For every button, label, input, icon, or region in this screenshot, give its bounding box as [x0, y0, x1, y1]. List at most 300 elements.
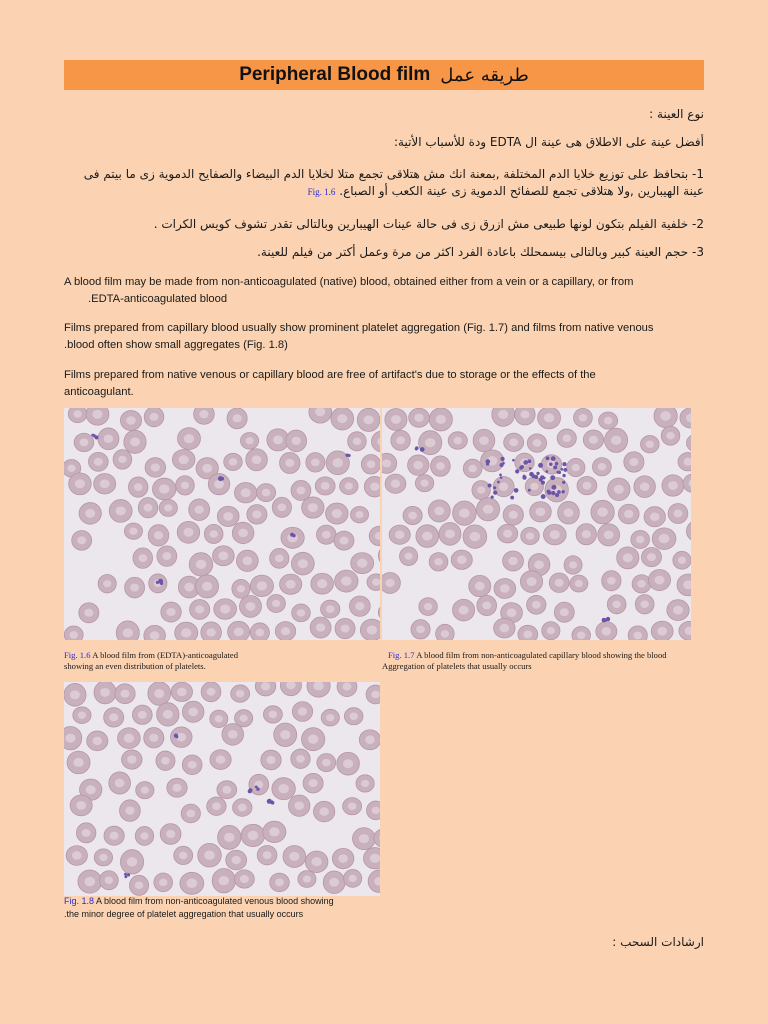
red-blood-cell-pallor	[181, 482, 189, 489]
platelet	[562, 462, 566, 466]
red-blood-cell-pallor	[127, 755, 136, 763]
red-blood-cell-pallor	[289, 852, 299, 861]
red-blood-cell-pallor	[311, 459, 320, 467]
red-blood-cell-pallor	[536, 507, 546, 516]
red-blood-cell-pallor	[500, 584, 510, 593]
red-blood-cell-pallor	[550, 530, 560, 539]
red-blood-cell-pallor	[332, 509, 342, 518]
red-blood-cell-pallor	[179, 455, 189, 464]
platelet	[420, 447, 425, 452]
red-blood-cell-pallor	[337, 414, 347, 423]
red-blood-cell-pallor	[604, 417, 613, 425]
red-blood-cell-pallor	[436, 462, 445, 470]
red-blood-cell-pallor	[67, 465, 75, 472]
red-blood-cell-pallor	[166, 608, 175, 616]
red-blood-cell-pallor	[93, 737, 103, 745]
red-blood-cell-pallor	[575, 580, 583, 587]
platelet	[555, 462, 559, 466]
red-blood-cell-pallor	[359, 834, 369, 843]
red-blood-cell-pallor	[322, 531, 331, 539]
red-blood-cell-pallor	[678, 557, 686, 564]
platelet	[493, 491, 497, 495]
red-blood-cell-pallor	[424, 603, 432, 610]
red-blood-cell-pallor	[468, 465, 476, 472]
red-blood-cell-pallor	[308, 735, 318, 744]
red-blood-cell-pallor	[172, 784, 181, 792]
red-blood-cell-pallor	[503, 530, 512, 538]
platelet	[546, 470, 549, 473]
red-blood-cell-pallor	[179, 852, 188, 860]
red-blood-cell-pallor	[382, 459, 391, 467]
red-blood-cell-pallor	[640, 601, 648, 608]
platelet	[486, 459, 491, 464]
red-blood-cell-pallor	[391, 415, 401, 424]
red-blood-cell-pallor	[498, 410, 508, 419]
red-blood-cell-pallor	[194, 505, 203, 513]
red-blood-cell-pallor	[577, 632, 585, 639]
paragraph-1-line-1: A blood film may be made from non-anticoagulated (native) blood, obtained either from a vein or a capillary, or from	[64, 276, 634, 288]
red-blood-cell-pallor	[343, 759, 353, 768]
platelet	[551, 485, 556, 490]
red-blood-cell-pallor	[130, 584, 139, 592]
red-blood-cell-pallor	[370, 854, 380, 863]
red-blood-cell-pallor	[159, 484, 170, 493]
red-blood-cell-pallor	[150, 413, 159, 421]
red-blood-cell-pallor	[526, 532, 534, 539]
red-blood-cell-pallor	[161, 757, 170, 765]
red-blood-cell-pallor	[214, 480, 224, 489]
red-blood-cell-pallor	[78, 712, 86, 719]
red-blood-cell-pallor	[614, 485, 624, 494]
red-blood-cell-pallor	[349, 875, 357, 882]
platelet	[514, 488, 519, 493]
platelet	[124, 875, 127, 878]
red-blood-cell-pallor	[281, 627, 290, 635]
red-blood-cell-pallor	[220, 604, 230, 613]
red-blood-cell-pallor	[237, 585, 245, 592]
paragraph-2	[64, 320, 704, 354]
red-blood-cell	[374, 829, 380, 847]
red-blood-cell-pallor	[252, 455, 262, 464]
red-blood-cell-pallor	[572, 464, 580, 471]
red-blood-cell-pallor	[530, 483, 538, 490]
platelet	[541, 481, 545, 485]
red-blood-cell-pallor	[434, 558, 442, 565]
red-blood-cell-pallor	[240, 875, 249, 883]
red-blood-cell-pallor	[367, 460, 376, 468]
platelet	[557, 490, 561, 494]
red-blood-cell-pallor	[245, 437, 253, 444]
red-blood-cell-pallor	[65, 734, 75, 743]
red-blood-cell-pallor	[372, 578, 380, 585]
platelet	[497, 481, 500, 484]
red-blood-cell-pallor	[163, 710, 173, 719]
caption-fig-1-7-number: Fig. 1.7	[388, 650, 415, 660]
red-blood-cell-pallor	[637, 580, 646, 588]
red-blood-cell-pallor	[218, 551, 228, 560]
red-blood-cell-pallor	[186, 879, 197, 889]
red-blood-cell-pallor	[206, 628, 215, 636]
red-blood-cell-pallor	[135, 882, 144, 890]
red-blood-cell-pallor	[647, 553, 656, 561]
red-blood-cell-pallor	[212, 802, 221, 810]
paragraph-1-line-2: .EDTA-anticoagulated blood	[88, 293, 228, 305]
platelet	[523, 460, 528, 465]
red-blood-cell-pallor	[582, 482, 591, 490]
red-blood-cell-pallor	[441, 630, 449, 637]
red-blood-cell-pallor	[184, 434, 194, 443]
red-blood-cell-pallor	[666, 432, 674, 439]
platelet	[602, 619, 606, 623]
platelet	[248, 789, 252, 793]
red-blood-cell-pallor	[130, 437, 140, 446]
platelet	[561, 468, 564, 471]
red-blood-cell-pallor	[602, 627, 611, 635]
red-blood-cell-pallor	[482, 602, 491, 610]
red-blood-cell-pallor	[199, 410, 208, 418]
red-blood-cell-pallor	[269, 711, 278, 719]
platelet	[561, 490, 564, 493]
red-blood-cell-pallor	[338, 854, 348, 863]
red-blood-cell-pallor	[534, 560, 544, 569]
platelet	[491, 496, 494, 499]
platelet	[510, 496, 514, 500]
red-blood-cell-pallor	[70, 690, 80, 699]
platelet	[551, 456, 556, 461]
red-blood-cell-pallor	[241, 488, 251, 497]
red-blood-cell-pallor	[326, 605, 335, 613]
red-blood-cell-pallor	[499, 624, 509, 633]
red-blood-cell-pallor	[367, 625, 377, 634]
platelet	[523, 475, 526, 478]
red-blood-cell-pallor	[416, 625, 425, 633]
platelet	[563, 468, 567, 472]
red-blood-cell-pallor	[84, 609, 93, 617]
platelet	[271, 801, 274, 804]
red-blood-cell-pallor	[104, 435, 113, 443]
red-blood-cell-pallor	[348, 802, 357, 810]
red-blood-cell-pallor	[319, 807, 329, 816]
red-blood-cell-pallor	[470, 532, 481, 541]
red-blood-cell-pallor	[256, 629, 265, 637]
red-blood-cell-pallor	[246, 602, 256, 611]
platelet	[500, 477, 502, 479]
red-blood-cell-pallor	[365, 735, 375, 744]
red-blood-cell-pallor	[317, 579, 327, 588]
red-blood-cell-pallor	[257, 581, 267, 590]
red-blood-cell-pallor	[633, 632, 642, 640]
red-blood-cell-pallor	[668, 481, 678, 490]
red-blood-cell	[378, 544, 380, 567]
red-blood-cell-pallor	[149, 734, 158, 742]
red-blood-cell-pallor	[166, 830, 175, 838]
caption-fig-1-8: Fig. 1.8 A blood film from non-anticoagulated venous blood showing .the minor degree of platelet aggregation that usually occurs	[64, 896, 334, 919]
red-blood-cell-pallor	[298, 559, 308, 568]
red-blood-cell-pallor	[329, 878, 339, 887]
platelet	[268, 799, 271, 802]
red-blood-cell-pallor	[298, 707, 307, 715]
platelet	[528, 489, 531, 492]
figure-reference: Fig. 1.6	[307, 187, 336, 197]
red-blood-cell-pallor	[562, 434, 571, 442]
red-blood-cell-pallor	[339, 537, 348, 545]
platelet	[500, 457, 504, 461]
red-blood-cell-pallor	[303, 875, 311, 882]
platelet	[218, 476, 223, 481]
red-blood-cell-pallor	[544, 413, 554, 422]
point-1-text: 1- بتحافظ على توزيع خلايا الدم المختلفة ,بمعنة انك مش هتلاقى تجمع متلا لخلايا الدم البيضاء والصفايح الدموية زى ما بيتم فى عينة الهيبارين ,ولا هتلاقى تجمع للصفائح الدموية زى عينة الكعب أو الصباع.	[83, 167, 704, 198]
red-blood-cell-pallor	[278, 784, 289, 793]
blood-film-image-edta	[64, 408, 380, 640]
red-blood-cell-pallor	[308, 503, 318, 512]
platelet	[488, 483, 492, 487]
red-blood-cell-pallor	[640, 482, 650, 491]
red-blood-cell-pallor	[275, 879, 284, 887]
red-blood-cell-pallor	[316, 623, 325, 631]
red-blood-cell-pallor	[238, 804, 247, 812]
red-blood-cell-pallor	[261, 682, 270, 690]
red-blood-cell-pallor	[459, 606, 469, 615]
paragraph-1	[64, 274, 704, 308]
red-blood-cell-pallor	[612, 601, 620, 608]
platelet	[541, 494, 546, 499]
point-2: 2- خلفية الفيلم بتكون لونها طبيعى مش ازرق زى فى حالة عينات الهيبارين وبالتالى تقدر تشوف كويس الكرات .	[153, 217, 704, 231]
red-blood-cell-pallor	[232, 856, 241, 864]
red-blood-cell-pallor	[350, 713, 358, 720]
red-blood-cell-pallor	[509, 511, 518, 519]
red-blood-cell-pallor	[533, 439, 542, 447]
red-blood-cell-pallor	[459, 508, 470, 517]
red-blood-cell-pallor	[413, 461, 423, 470]
red-blood-cell-pallor	[129, 528, 137, 535]
title-english: Peripheral Blood film	[239, 64, 431, 85]
paragraph-3-line-1: Films prepared from native venous or capillary blood are free of artifact's due to storage or the effects of the	[64, 369, 596, 381]
red-blood-cell-pallor	[154, 689, 164, 698]
red-blood-cell-pallor	[73, 410, 81, 417]
red-blood-cell-pallor	[80, 439, 89, 447]
red-blood-cell-pallor	[353, 438, 361, 445]
blood-cells-graphic	[64, 682, 380, 896]
red-blood-cell-pallor	[547, 627, 555, 634]
platelet	[493, 486, 496, 489]
red-blood-cell-pallor	[228, 730, 238, 739]
red-blood-cell-pallor	[242, 556, 252, 565]
red-blood-cell-pallor	[92, 410, 102, 419]
red-blood-cell-pallor	[94, 458, 103, 466]
red-blood-cell-pallor	[370, 482, 379, 490]
red-blood-cell-pallor	[479, 436, 489, 445]
red-blood-cell-pallor	[134, 483, 143, 491]
red-blood-cell-pallor	[297, 609, 305, 616]
red-blood-cell-pallor	[660, 411, 671, 420]
red-blood-cell-pallor	[138, 711, 147, 719]
red-blood-cell-pallor	[582, 530, 591, 538]
red-blood-cell-pallor	[100, 688, 110, 697]
red-blood-cell	[686, 521, 691, 542]
point-1	[64, 166, 704, 201]
red-blood-cell-pallor	[202, 464, 212, 473]
red-blood-cell-pallor	[527, 577, 537, 586]
red-blood-cell-pallor	[76, 801, 86, 810]
red-blood-cell-pallor	[391, 480, 400, 488]
platelet	[553, 465, 557, 469]
blood-cells-graphic	[382, 408, 691, 640]
platelet	[538, 463, 543, 468]
red-blood-cell-pallor	[184, 583, 194, 592]
red-blood-cell-pallor	[162, 552, 171, 560]
red-blood-cell-pallor	[646, 441, 654, 448]
red-blood-cell-pallor	[569, 561, 577, 568]
platelet	[540, 475, 544, 479]
red-blood-cell-pallor	[434, 507, 444, 516]
red-blood-cell-pallor	[364, 415, 374, 424]
red-blood-cell-pallor	[123, 628, 133, 637]
red-blood-cell-pallor	[262, 489, 271, 497]
red-blood-cell-pallor	[280, 730, 290, 739]
best-sample-text: أفضل عينة على الاطلاق هى عينة ال EDTA ودة للأسباب الأتية:	[393, 135, 704, 149]
red-blood-cell-pallor	[273, 435, 283, 444]
red-blood-cell-pallor	[385, 579, 394, 587]
red-blood-cell-pallor	[204, 851, 215, 860]
red-blood-cell-pallor	[607, 577, 616, 585]
red-blood-cell-pallor	[240, 715, 248, 722]
red-blood-cell-pallor	[483, 505, 493, 514]
red-blood-cell-pallor	[341, 625, 350, 633]
red-blood-cell-pallor	[355, 602, 364, 610]
red-blood-cell-pallor	[233, 414, 242, 422]
red-blood-cell	[687, 434, 691, 452]
platelet	[499, 473, 502, 476]
red-blood-cell-pallor	[188, 761, 197, 769]
red-blood-cell-pallor	[207, 688, 216, 696]
red-blood-cell-pallor	[144, 504, 153, 512]
red-blood-cell-pallor	[564, 508, 574, 517]
red-blood-cell-pallor	[357, 559, 367, 568]
red-blood-cell-pallor	[222, 786, 231, 794]
platelet	[562, 481, 565, 484]
red-blood-cell-pallor	[520, 410, 529, 418]
red-blood-cell-pallor	[124, 734, 134, 743]
platelet	[558, 471, 561, 474]
platelet	[562, 474, 565, 477]
red-blood-cell-pallor	[673, 606, 683, 615]
red-blood-cell-pallor	[116, 506, 126, 515]
red-blood-cell-pallor	[457, 556, 467, 564]
red-blood-cell-pallor	[181, 628, 191, 637]
red-blood-cell-pallor	[140, 832, 148, 839]
platelet	[124, 873, 127, 876]
red-blood-cell-pallor	[263, 851, 272, 859]
red-blood-cell-pallor	[321, 482, 330, 490]
red-blood-cell-pallor	[188, 707, 198, 716]
red-blood-cell-pallor	[195, 605, 204, 613]
platelet	[512, 459, 515, 462]
red-blood-cell-pallor	[507, 608, 517, 617]
red-blood-cell-pallor	[150, 631, 160, 640]
red-blood-cell-pallor	[296, 486, 305, 494]
red-blood-cell-pallor	[219, 876, 229, 885]
red-blood-cell-pallor	[579, 414, 587, 422]
red-blood-cell-pallor	[186, 810, 195, 818]
title-bar	[64, 60, 704, 90]
platelet	[529, 467, 531, 469]
red-blood-cell-pallor	[236, 690, 245, 698]
red-blood-cell-pallor	[75, 479, 85, 488]
red-blood-cell-pallor	[103, 580, 111, 587]
red-blood-cell-pallor	[202, 582, 212, 591]
red-blood-cell-pallor	[105, 877, 113, 884]
red-blood-cell-pallor	[674, 510, 683, 518]
red-blood-cell-pallor	[224, 833, 234, 842]
red-blood-cell-pallor	[286, 580, 296, 589]
instructions-heading: ارشادات السحب :	[612, 935, 704, 949]
red-blood-cell-pallor	[120, 690, 129, 698]
red-blood-cell-pallor	[396, 436, 405, 444]
red-blood-cell-pallor	[285, 459, 294, 467]
red-blood-cell-pallor	[414, 414, 423, 422]
platelet	[515, 469, 519, 473]
red-blood-cell	[378, 604, 380, 621]
blood-film-image-capillary	[382, 408, 691, 640]
platelet	[606, 617, 610, 621]
red-blood-cell-pallor	[118, 456, 126, 463]
red-blood-cell-pallor	[296, 755, 305, 763]
red-blood-cell-pallor	[326, 714, 334, 721]
platelet	[551, 491, 555, 495]
red-blood-cell-pallor	[371, 691, 380, 699]
platelet	[292, 534, 296, 538]
red-blood-cell-pallor	[215, 715, 223, 722]
red-blood-cell-pallor	[110, 832, 119, 840]
red-blood-cell-pallor	[657, 627, 667, 636]
red-blood-cell-pallor	[292, 437, 301, 445]
title-arabic: طريقه عمل	[440, 64, 529, 86]
red-blood-cell-pallor	[77, 536, 86, 544]
red-blood-cell-pallor	[523, 630, 532, 638]
red-blood-cell-pallor	[436, 415, 446, 424]
red-blood-cell-pallor	[86, 785, 96, 794]
red-blood-cell-pallor	[229, 458, 237, 465]
platelet	[156, 581, 159, 584]
red-blood-cell-pallor	[395, 530, 405, 538]
red-blood-cell-pallor	[372, 807, 380, 814]
platelet	[174, 734, 178, 738]
platelet	[550, 475, 555, 480]
red-blood-cell-pallor	[420, 479, 428, 486]
red-blood-cell-pallor	[453, 437, 462, 445]
red-blood-cell-pallor	[355, 511, 363, 518]
blood-cells-graphic	[64, 408, 380, 640]
red-blood-cell-pallor	[624, 510, 633, 518]
platelet	[520, 465, 524, 469]
red-blood-cell-pallor	[422, 532, 432, 541]
red-blood-cell-pallor	[115, 779, 125, 788]
red-blood-cell-pallor	[408, 512, 417, 520]
red-blood-cell-pallor	[309, 779, 318, 787]
red-blood-cell-pallor	[405, 553, 413, 560]
red-blood-cell-pallor	[655, 576, 665, 585]
red-blood-cell-pallor	[623, 553, 633, 562]
platelet	[546, 490, 550, 494]
paragraph-3	[64, 367, 704, 401]
red-blood-cell-pallor	[151, 463, 160, 471]
red-blood-cell-pallor	[73, 758, 83, 767]
caption-fig-1-7: Fig. 1.7 A blood film from non-anticoagulated capillary blood showing the blood Aggregation of platelets that usually occurs	[382, 650, 667, 671]
red-blood-cell-pallor	[109, 713, 118, 721]
red-blood-cell-pallor	[509, 438, 518, 446]
red-blood-cell-pallor	[477, 486, 485, 493]
sample-type-heading: نوع العينة :	[649, 107, 704, 121]
